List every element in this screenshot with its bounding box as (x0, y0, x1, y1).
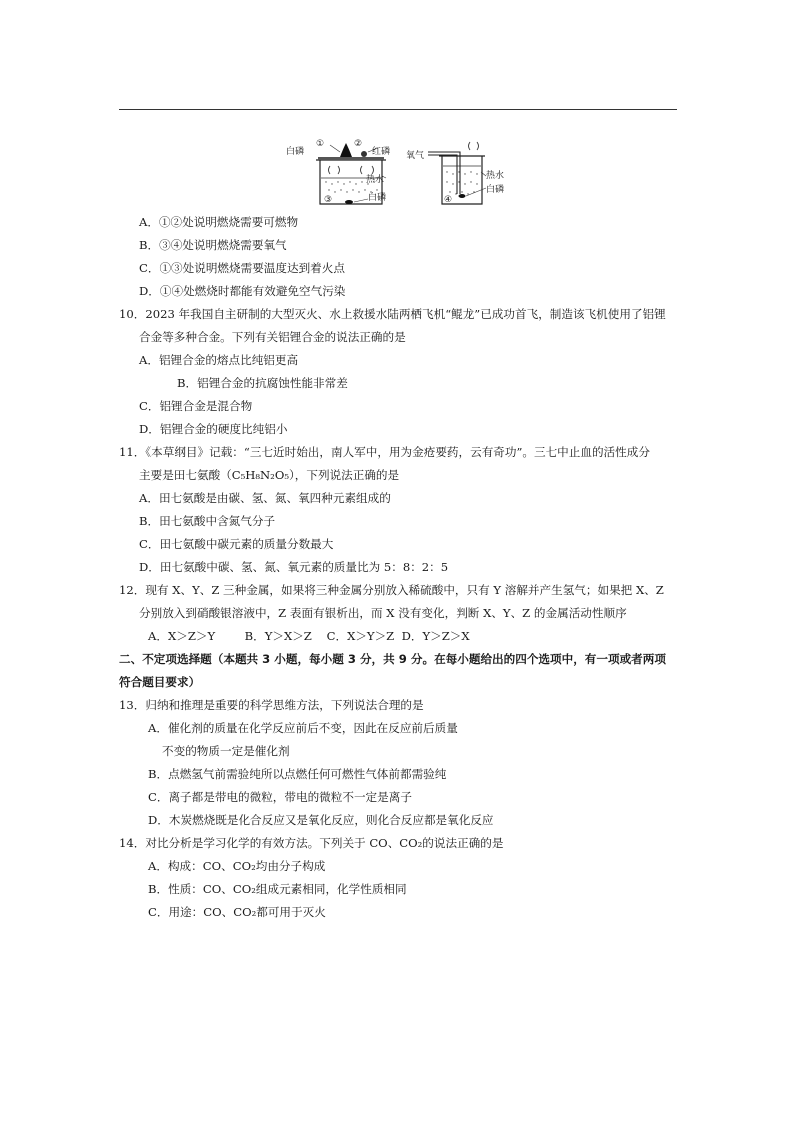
q13-option-b: B．点燃氢气前需验纯所以点燃任何可燃性气体前都需验纯 (148, 767, 447, 781)
label-oxygen: 氧气 (406, 151, 425, 161)
q11-option-b: B．田七氨酸中含氮气分子 (139, 514, 276, 528)
q13-option-c: C．离子都是带电的微粒，带电的微粒不一定是离子 (148, 790, 412, 804)
label-marker-4: ④ (444, 195, 453, 205)
right-steam (469, 142, 479, 150)
q11-option-c: C．田七氨酸中碳元素的质量分数最大 (139, 537, 334, 551)
label-marker-3: ③ (324, 195, 333, 205)
q14-option-c: C．用途：CO、CO₂都可用于灭火 (148, 905, 326, 919)
copper-plate (318, 157, 384, 160)
white-phosphorus-right (459, 194, 466, 198)
q9-option-b: B．③④处说明燃烧需要氧气 (139, 238, 287, 252)
oxygen-tube (428, 152, 460, 194)
section-2-title-line-1: 二、不定项选择题（本题共 3 小题，每小题 3 分，共 9 分。在每小题给出的四个选项中，有一项或者两项 (119, 652, 666, 666)
q11-option-d: D．田七氨酸中碳、氢、氮、氧元素的质量比为 5：8：2：5 (139, 560, 449, 574)
q12-options: A．X＞Z＞Y B．Y＞X＞Z C．X＞Y＞Z D．Y＞Z＞X (148, 629, 470, 643)
q13-option-a-continued: 不变的物质一定是催化剂 (162, 744, 290, 758)
header-rule (119, 109, 677, 110)
q14-option-b: B．性质：CO、CO₂组成元素相同，化学性质相同 (148, 882, 407, 896)
q12-stem-line-2: 分别放入到硝酸银溶液中，Z 表面有银析出，而 X 没有变化，判断 X、Y、Z 的金属活动性顺序 (139, 606, 627, 620)
label-hot-water-left: 热水 (366, 175, 385, 185)
q9-option-d: D．①④处燃烧时都能有效避免空气污染 (139, 284, 346, 298)
q14-option-a: A．构成：CO、CO₂均由分子构成 (148, 859, 326, 873)
q13-option-a: A．催化剂的质量在化学反应前后不变，因此在反应前后质量 (148, 721, 458, 735)
q10-option-b: B．铝锂合金的抗腐蚀性能非常差 (177, 376, 348, 390)
q10-stem-line-2: 合金等多种合金。下列有关铝锂合金的说法正确的是 (139, 330, 406, 344)
q12-stem-line-1: 12．现有 X、Y、Z 三种金属，如果将三种金属分别放入稀硫酸中，只有 Y 溶解并产生氢气；如果把 X、Z (119, 583, 664, 597)
q10-option-d: D．铝锂合金的硬度比纯铝小 (139, 422, 288, 436)
q9-option-c: C．①③处说明燃烧需要温度达到着火点 (139, 261, 345, 275)
label-white-phosphorus-bottom: 白磷 (368, 193, 387, 203)
q14-stem: 14．对比分析是学习化学的有效方法。下列关于 CO、CO₂的说法正确的是 (119, 836, 504, 850)
label-hot-water-right: 热水 (486, 171, 505, 181)
label-red-phosphorus: 红磷 (372, 147, 391, 157)
combustion-experiment-figure (282, 136, 512, 210)
q10-option-a: A．铝锂合金的熔点比纯铝更高 (139, 353, 299, 367)
label-marker-1: ① (316, 139, 325, 149)
q10-stem-line-1: 10．2023 年我国自主研制的大型灭火、水上救援水陆两栖飞机“鲲龙”已成功首飞，制造该飞机使用了铝锂 (119, 307, 666, 321)
label-white-phosphorus-right: 白磷 (486, 185, 505, 195)
q10-option-c: C．铝锂合金是混合物 (139, 399, 253, 413)
steam-lines (329, 166, 374, 174)
q11-stem-line-2: 主要是田七氨酸（C₅H₈N₂O₅），下列说法正确的是 (139, 468, 400, 482)
q11-option-a: A．田七氨酸是由碳、氢、氮、氧四种元素组成的 (139, 491, 391, 505)
label-white-phosphorus-left: 白磷 (286, 147, 305, 157)
q13-stem: 13．归纳和推理是重要的科学思维方法，下列说法合理的是 (119, 698, 424, 712)
label-marker-2: ② (354, 139, 363, 149)
q13-option-d: D．木炭燃烧既是化合反应又是氧化反应，则化合反应都是氧化反应 (148, 813, 494, 827)
flame-icon (340, 143, 352, 157)
red-phosphorus-dot (361, 151, 367, 157)
right-water (446, 171, 477, 194)
white-phosphorus-underwater (345, 200, 353, 204)
section-2-title-line-2: 符合题目要求） (119, 675, 201, 689)
q9-option-a: A．①②处说明燃烧需要可燃物 (139, 215, 299, 229)
q11-stem-line-1: 11．《本草纲目》记载：“三七近时始出，南人军中，用为金疮要药，云有奇功”。三七中止血的活性成分 (119, 445, 650, 459)
